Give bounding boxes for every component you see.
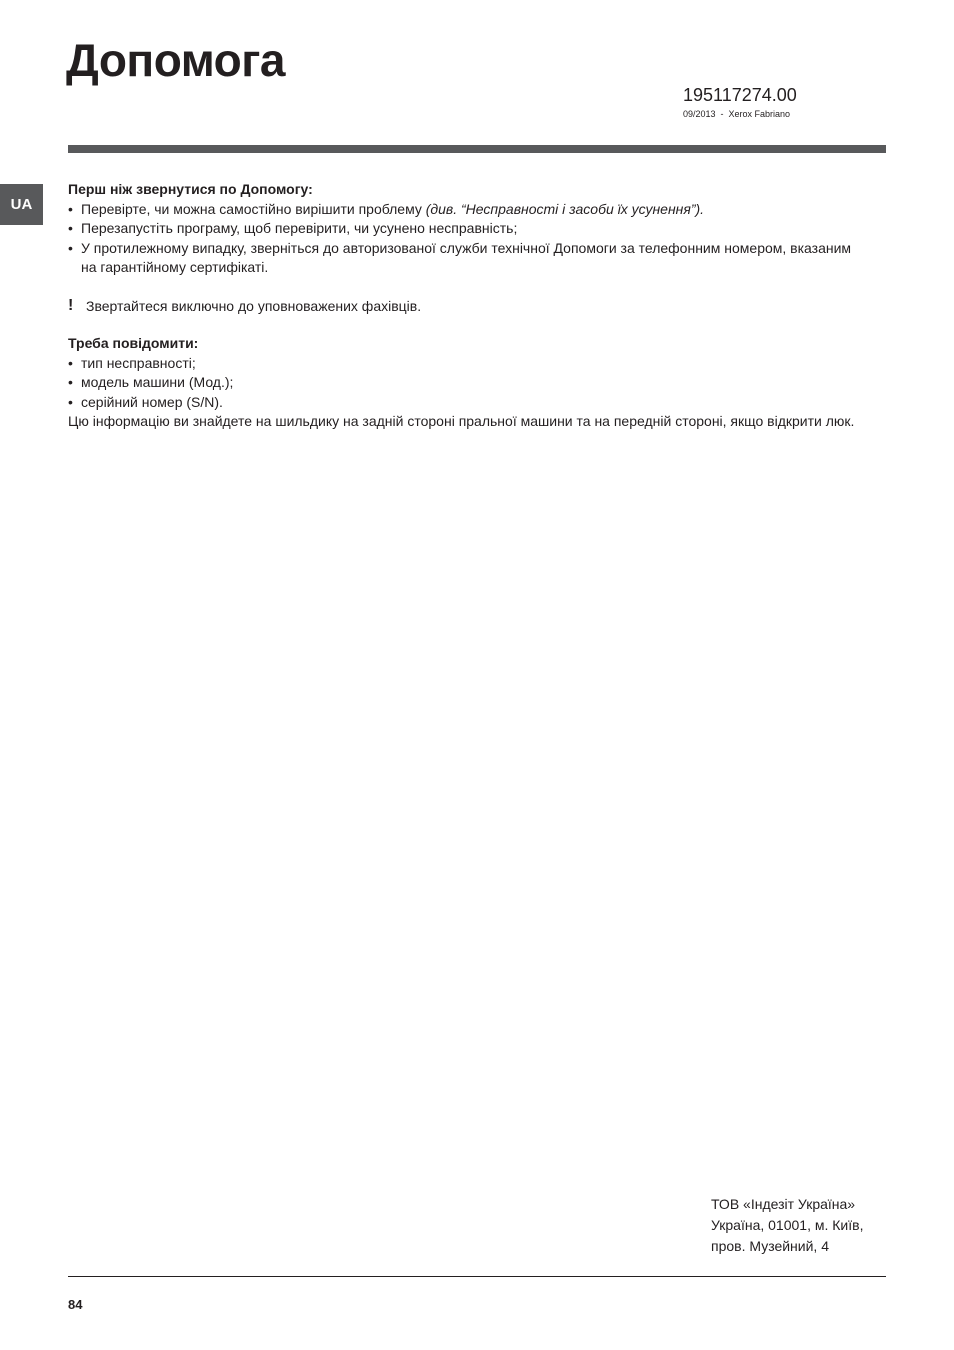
address-line: пров. Музейний, 4 <box>711 1238 829 1254</box>
list-item <box>68 239 868 278</box>
info-location-note: Цю інформацію ви знайдете на шильдику на задній стороні пральної машини та на передній стороні, якщо відкрити люк. <box>68 413 855 429</box>
page-number: 84 <box>68 1297 83 1312</box>
list-item-text: Перевірте, чи можна самостійно вирішити проблему <box>81 200 426 217</box>
before-help-list <box>68 200 868 278</box>
page-title: Допомога <box>66 34 285 86</box>
section-heading-report: Треба повідомити: <box>68 335 199 351</box>
list-item-text: У протилежному випадку, зверніться до авторизованої служби технічної Допомоги за телефонним номером, вказаним на гарантійному сертифікаті. <box>81 239 852 275</box>
bullet-icon: • <box>68 239 73 256</box>
cross-reference: (див. “Несправності і засоби їх усунення”). <box>425 200 705 217</box>
exclamation-icon: ! <box>68 296 74 314</box>
main-content <box>68 180 868 432</box>
language-tab: UA <box>0 184 43 225</box>
address-line: ТОВ «Індезіт Україна» <box>711 1196 856 1212</box>
document-meta: 09/2013 - Xerox Fabriano <box>683 109 791 119</box>
report-list <box>68 354 868 413</box>
header-divider <box>68 145 886 153</box>
list-item-text: модель машини (Мод.); <box>81 374 234 390</box>
list-item <box>68 219 868 239</box>
warning-note <box>68 297 868 317</box>
bullet-icon: • <box>68 354 73 371</box>
address-line: Україна, 01001, м. Київ, <box>711 1217 864 1233</box>
list-item <box>68 393 868 413</box>
list-item-text: тип несправності; <box>81 354 196 371</box>
list-item <box>68 354 868 374</box>
document-code: 195117274.00 <box>683 85 797 105</box>
bullet-icon: • <box>68 393 73 410</box>
list-item-text: Перезапустіть програму, щоб перевірити, чи усунено несправність; <box>81 220 518 236</box>
company-address <box>711 1194 863 1257</box>
list-item <box>68 200 868 220</box>
list-item-text: серійний номер (S/N). <box>81 393 223 410</box>
bullet-icon: • <box>68 220 73 236</box>
warning-text: Звертайтеся виключно до уповноважених фахівців. <box>86 297 422 314</box>
list-item <box>68 373 868 393</box>
bullet-icon: • <box>68 200 73 217</box>
section-heading-before-help: Перш ніж звернутися по Допомогу: <box>68 181 313 197</box>
footer-divider <box>68 1276 886 1277</box>
bullet-icon: • <box>68 374 73 390</box>
